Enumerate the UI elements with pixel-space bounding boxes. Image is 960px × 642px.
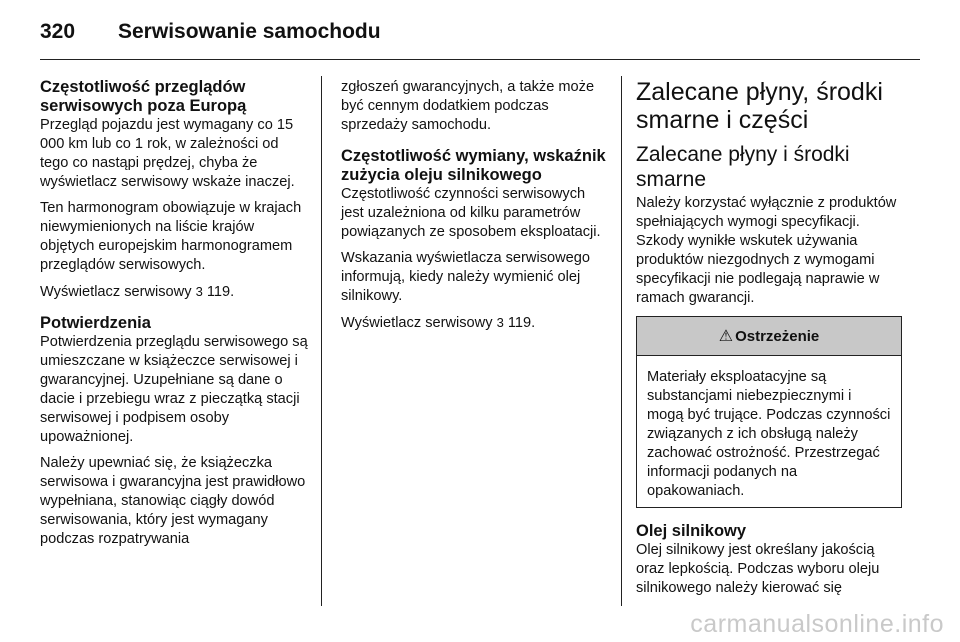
chapter-heading: Zalecane płyny, środki smarne i części [636, 78, 883, 134]
paragraph: Należy korzystać wyłącznie z produktów spełniających wymogi specyfikacji. Szkody wynikłe wskutek używania produktów niezgodnych z wymogami specyfikacji nie podlegają naprawie w ramach gwarancji. [636, 195, 897, 306]
page-header [40, 10, 920, 54]
section-heading: Częstotliwość przeglądów serwisowych poza Europą [40, 78, 247, 115]
page-title: Serwisowanie samochodu [118, 20, 381, 43]
paragraph: Należy upewniać się, że książeczka serwisowa i gwarancyjna jest prawidłowo wypełniana, stanowiąc ciągły dowód serwisowania, który jest wymagany podczas rozpatrywania [40, 455, 306, 547]
cross-reference[interactable] [341, 313, 609, 333]
section-heading: Częstotliwość wymiany, wskaźnik zużycia oleju silnikowego [341, 147, 606, 184]
column-divider [321, 76, 322, 606]
column-left [40, 78, 310, 556]
reference-text: Wyświetlacz serwisowy [341, 315, 493, 331]
section-heading: Potwierdzenia [40, 314, 151, 332]
warning-icon: ⚠ [718, 328, 734, 345]
watermark: carmanualsonline.info [690, 610, 944, 638]
column-right [636, 78, 902, 605]
column-divider [621, 76, 622, 606]
section-heading: Olej silnikowy [636, 522, 747, 540]
cross-reference[interactable] [40, 282, 310, 302]
page-number: 320 [40, 20, 76, 43]
paragraph: zgłoszeń gwarancyjnych, a także może być cennym dodatkiem podczas sprzedaży samochodu. [341, 79, 595, 133]
warning-box [636, 316, 902, 508]
warning-header [637, 317, 901, 356]
paragraph: Wskazania wyświetlacza serwisowego informują, kiedy należy wymienić olej silnikowy. [341, 250, 590, 304]
reference-text: Wyświetlacz serwisowy [40, 284, 192, 300]
arrow-icon: 3 [195, 284, 203, 299]
section-heading: Zalecane płyny i środki smarne [636, 143, 850, 191]
paragraph: Częstotliwość czynności serwisowych jest uzależniona od kilku parametrów powiązanych ze sposobem eksploatacji. [341, 186, 601, 240]
reference-page: 119. [507, 315, 536, 331]
warning-title: Ostrzeżenie [735, 327, 820, 345]
paragraph: Potwierdzenia przeglądu serwisowego są umieszczane w książeczce serwisowej i gwarancyjnej. Uzupełniane są dane o dacie i przebiegu wraz z pieczątką stacji serwisowej i podpisem osoby upoważnionej. [40, 334, 308, 445]
warning-body [637, 356, 901, 507]
paragraph: Przegląd pojazdu jest wymagany co 15 000 km lub co 1 rok, w zależności od tego co nastąpi prędzej, chyba że wyświetlacz serwisowy wskaże inaczej. [40, 117, 295, 190]
arrow-icon: 3 [496, 315, 504, 330]
column-middle [341, 78, 609, 340]
warning-text: Materiały eksploatacyjne są substancjami niebezpiecznymi i mogą być trujące. Podczas czynności związanych z ich obsługą należy zachować ostrożność. Przestrzegać informacji podanych na opakowaniach. [647, 369, 891, 499]
paragraph: Ten harmonogram obowiązuje w krajach niewymienionych na liście krajów objętych europejskim harmonogramem przeglądów serwisowych. [40, 200, 302, 273]
paragraph: Olej silnikowy jest określany jakością oraz lepkością. Podczas wyboru oleju silnikowego należy kierować się [636, 542, 880, 596]
header-divider [40, 59, 920, 60]
reference-page: 119. [206, 284, 235, 300]
